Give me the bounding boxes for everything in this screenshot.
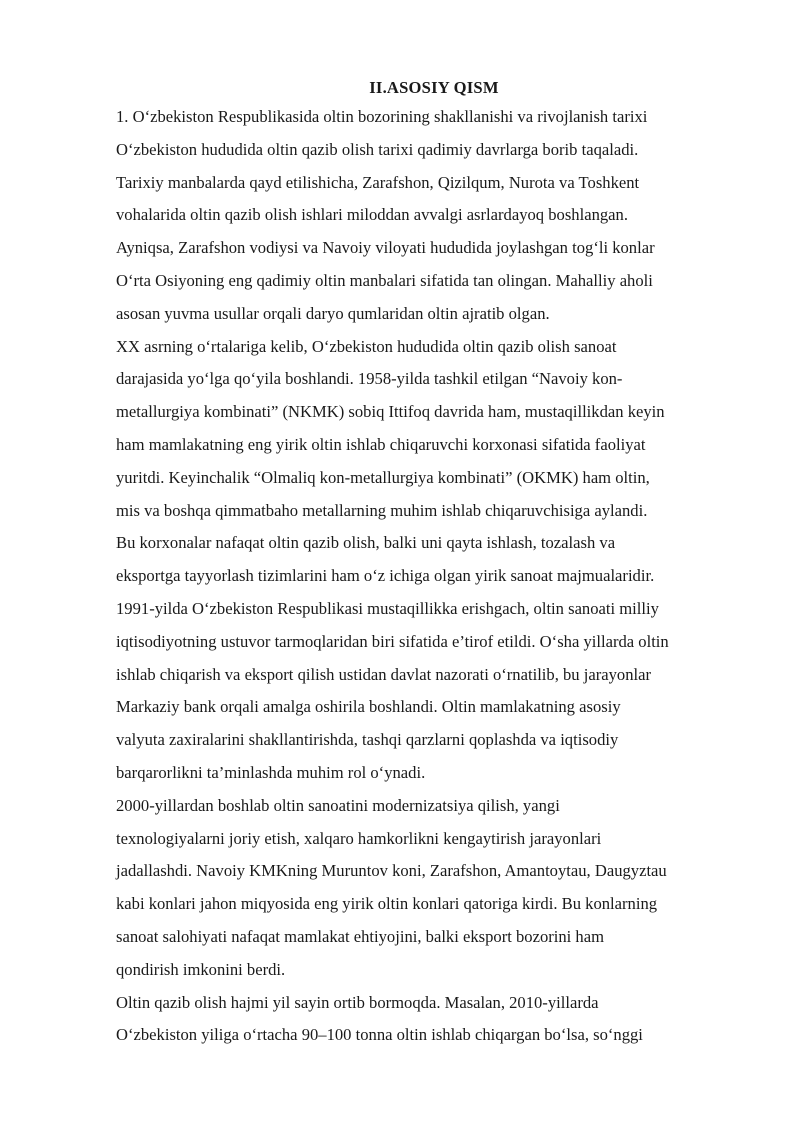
text-line: 1991-yilda O‘zbekiston Respublikasi mustaqillikka erishgach, oltin sanoati milliy (116, 598, 659, 618)
text-line: ham mamlakatning eng yirik oltin ishlab chiqaruvchi korxonasi sifatida faoliyat (116, 434, 646, 454)
section-title: II.ASOSIY QISM (369, 78, 499, 97)
text-line: yuritdi. Keyinchalik “Olmaliq kon-metallurgiya kombinati” (OKMK) ham oltin, (116, 467, 650, 487)
text-line: valyuta zaxiralarini shakllantirishda, tashqi qarzlarni qoplashda va iqtisodiy (116, 730, 619, 750)
text-line: vohalarida oltin qazib olish ishlari miloddan avvalgi asrlardayoq boshlangan. (116, 205, 628, 225)
text-line: XX asrning o‘rtalariga kelib, O‘zbekiston hududida oltin qazib olish sanoat (116, 336, 617, 356)
text-line: O‘zbekiston yiliga o‘rtacha 90–100 tonna oltin ishlab chiqargan bo‘lsa, so‘nggi (116, 1025, 643, 1045)
text-line: 2000-yillardan boshlab oltin sanoatini modernizatsiya qilish, yangi (116, 795, 560, 815)
text-line: 1. O‘zbekiston Respublikasida oltin bozorining shakllanishi va rivojlanish tarixi (116, 107, 648, 126)
body-text (116, 101, 746, 1052)
text-line: sanoat salohiyati nafaqat mamlakat ehtiyojini, balki eksport bozorini ham (116, 926, 605, 946)
text-line: eksportga tayyorlash tizimlarini ham o‘z ichiga olgan yirik sanoat majmualaridir. (116, 566, 655, 586)
text-line: ishlab chiqarish va eksport qilish ustidan davlat nazorati o‘rnatilib, bu jarayonlar (116, 664, 652, 684)
text-line: Ayniqsa, Zarafshon vodiysi va Navoiy viloyati hududida joylashgan tog‘li konlar (116, 238, 655, 258)
text-line: barqarorlikni ta’minlashda muhim rol o‘ynadi. (116, 762, 426, 782)
text-line: Oltin qazib olish hajmi yil sayin ortib bormoqda. Masalan, 2010-yillarda (116, 992, 599, 1012)
document-body (116, 78, 746, 1052)
text-line: Tarixiy manbalarda qayd etilishicha, Zarafshon, Qizilqum, Nurota va Toshkent (116, 172, 640, 192)
text-line: darajasida yo‘lga qo‘yila boshlandi. 1958-yilda tashkil etilgan “Navoiy kon- (116, 369, 623, 389)
text-line: Markaziy bank orqali amalga oshirila boshlandi. Oltin mamlakatning asosiy (116, 697, 621, 717)
text-line: jadallashdi. Navoiy KMKning Muruntov koni, Zarafshon, Amantoytau, Daugyztau (116, 861, 667, 881)
text-line: Bu korxonalar nafaqat oltin qazib olish, balki uni qayta ishlash, tozalash va (116, 533, 616, 553)
text-line: kabi konlari jahon miqyosida eng yirik oltin konlari qatoriga kirdi. Bu konlarning (116, 894, 658, 914)
text-line: metallurgiya kombinati” (NKMK) sobiq Ittifoq davrida ham, mustaqillikdan keyin (116, 402, 665, 422)
text-line: iqtisodiyotning ustuvor tarmoqlaridan biri sifatida e’tirof etildi. O‘sha yillarda oltin (116, 631, 669, 651)
text-line: texnologiyalarni joriy etish, xalqaro hamkorlikni kengaytirish jarayonlari (116, 828, 602, 848)
text-line: qondirish imkonini berdi. (116, 959, 286, 979)
text-line: O‘rta Osiyoning eng qadimiy oltin manbalari sifatida tan olingan. Mahalliy aholi (116, 270, 653, 290)
text-line: asosan yuvma usullar orqali daryo qumlaridan oltin ajratib olgan. (116, 303, 550, 323)
text-line: O‘zbekiston hududida oltin qazib olish tarixi qadimiy davrlarga borib taqaladi. (116, 139, 639, 159)
text-line: mis va boshqa qimmatbaho metallarning muhim ishlab chiqaruvchisiga aylandi. (116, 500, 648, 520)
